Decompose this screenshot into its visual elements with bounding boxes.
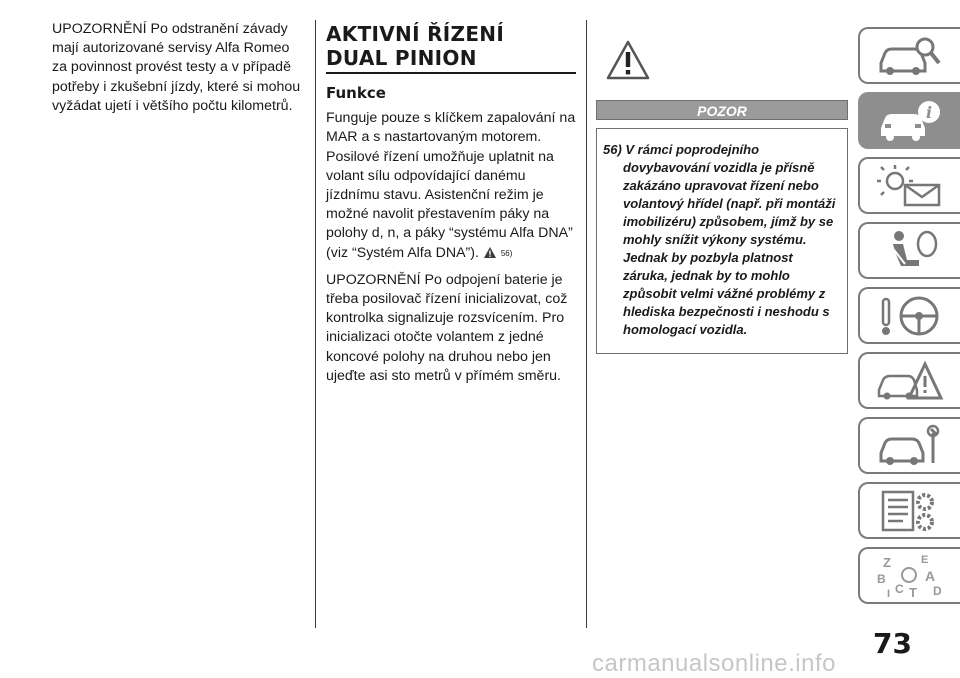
index-letter: Z (883, 554, 891, 570)
tab-index[interactable] (858, 547, 960, 604)
column-left (52, 20, 302, 124)
index-letter: A (925, 567, 936, 584)
car-search-icon (875, 33, 945, 79)
column-divider (586, 20, 587, 628)
index-letter: C (895, 581, 904, 596)
svg-text:i: i (925, 102, 933, 122)
breakdown-triangle-icon (875, 358, 945, 404)
index-letter: B (877, 571, 886, 586)
function-text: Funguje pouze s klíčkem zapalování na MAR a s nastartovaným motorem. Posilové řízení umožňuje uplatnit na volant sílu odpovídající danému jízdnímu stavu. Asistenční režim je možné navolit přestavením páky na polohy d, n, a páky “systému Alfa DNA” (viz “Systém Alfa DNA”). (326, 110, 576, 261)
subsection-title: Funkce (326, 84, 386, 102)
car-info-icon (875, 98, 945, 144)
warning-title-bar: POZOR (596, 100, 848, 120)
index-letter: T (909, 584, 917, 599)
title-underline (326, 72, 576, 74)
tab-getting-to-know-car[interactable] (858, 27, 960, 84)
chapter-tabs (858, 27, 960, 612)
notice-paragraph-2: UPOZORNĚNÍ Po odpojení baterie je třeba posilovač řízení inicializovat, což kontrolka signalizuje rozsvícením. Pro inicializaci otočte volantem z jedné koncové polohy na druhou nebo jen ujeďte asi sto metrů v přímém směru. (326, 271, 568, 384)
warning-text: 56) V rámci poprodejního dovybavování vozidla je přísně zakázáno upravovat řízení nebo volantový hřídel (např. při montáži imobilizéru) způsobem, jímž by se mohly snížit výkony systému. Jednak by pozbyla platnost záruka, jednak by to mohlo způsobit velmi vážné problémy z hlediska bezpečnosti i neshodu s homologací vozidla. (603, 142, 836, 338)
section-title-line-1: AKTIVNÍ ŘÍZENÍ (326, 22, 505, 46)
index-letter: E (921, 553, 929, 566)
airbag-seat-icon (875, 228, 945, 274)
specifications-gear-icon (875, 488, 945, 534)
index-letter: D (933, 583, 942, 598)
tab-warning-lights[interactable] (858, 157, 960, 214)
section-title-line-2: DUAL PINION (326, 46, 477, 70)
column-divider (315, 20, 316, 628)
steering-key-icon (875, 293, 945, 339)
warning-triangle-icon (483, 246, 497, 259)
index-letter: I (887, 587, 891, 599)
warning-lights-icon (875, 163, 945, 209)
notice-paragraph: UPOZORNĚNÍ Po odstranění závady mají autorizované servisy Alfa Romeo za povinnost provést testy a v případě potřeby i zkušební jízdy, které si mohou vyžádat ujetí i většího počtu kilometrů. (52, 21, 301, 114)
car-maintenance-icon (875, 423, 945, 469)
alphabetical-index-icon (875, 553, 945, 599)
page-number: 73 (873, 627, 912, 660)
column-right (596, 20, 848, 354)
watermark: carmanualsonline.info (592, 650, 836, 677)
tab-dashboard-info[interactable] (858, 92, 960, 149)
tab-safety[interactable] (858, 222, 960, 279)
warning-box (596, 128, 848, 354)
column-middle (326, 20, 576, 394)
tab-servicing[interactable] (858, 417, 960, 474)
function-paragraph (326, 109, 576, 263)
tab-starting-driving[interactable] (858, 287, 960, 344)
tab-technical-data[interactable] (858, 482, 960, 539)
warning-triangle-icon (606, 40, 650, 80)
tab-emergency[interactable] (858, 352, 960, 409)
warning-reference: 56) (500, 248, 513, 258)
